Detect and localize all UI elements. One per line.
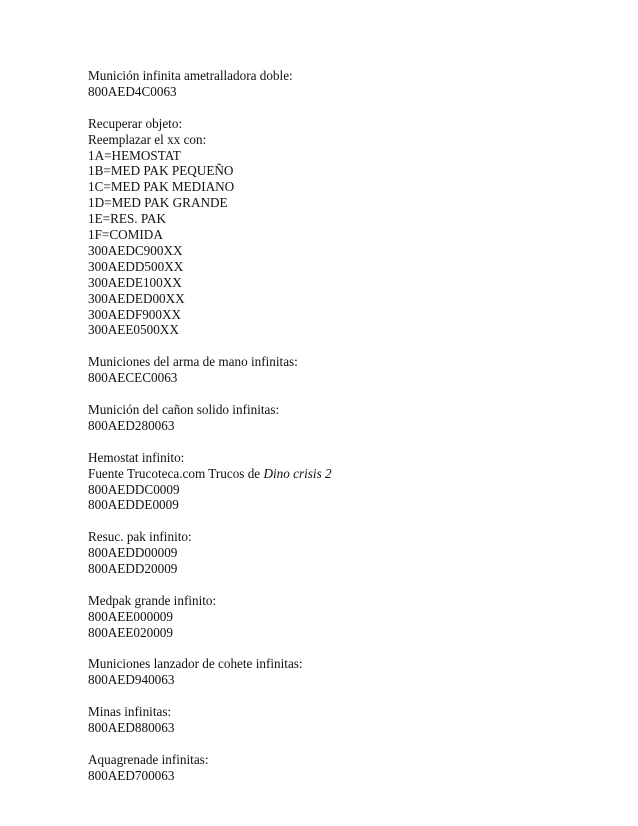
cheat-block-hemostat [88, 450, 608, 514]
cheat-title: Munición del cañon solido infinitas: [88, 401, 280, 417]
cheat-block-resuc-pak [88, 529, 608, 577]
cheat-block-canon-solido [88, 402, 608, 434]
item-option: 1D=MED PAK GRANDE [88, 195, 228, 211]
cheat-block-minas [88, 704, 608, 736]
cheat-code: 800AECEC0063 [88, 370, 178, 386]
cheat-code: 800AEDD20009 [88, 561, 178, 577]
cheat-code: 800AEE020009 [88, 624, 173, 640]
cheat-code: 300AEDE100XX [88, 274, 182, 290]
cheat-block-aquagrenade [88, 752, 608, 784]
cheat-code: 800AEDDC0009 [88, 481, 180, 497]
cheat-title: Medpak grande infinito: [88, 592, 217, 608]
cheat-code: 800AED700063 [88, 767, 175, 783]
cheat-code: 800AED280063 [88, 417, 175, 433]
cheat-block-ametralladora [88, 68, 608, 100]
document-page [88, 68, 608, 800]
item-option: 1F=COMIDA [88, 227, 163, 243]
cheat-code: 300AEDD500XX [88, 258, 184, 274]
source-prefix: Fuente Trucoteca.com Trucos de [88, 465, 264, 481]
cheat-title: Hemostat infinito: [88, 449, 185, 465]
cheat-title: Municiones lanzador de cohete infinitas: [88, 656, 303, 672]
cheat-code: 800AED880063 [88, 720, 175, 736]
item-option: 1C=MED PAK MEDIANO [88, 179, 235, 195]
cheat-title: Minas infinitas: [88, 704, 172, 720]
cheat-code: 800AEDDE0009 [88, 497, 179, 513]
cheat-title: Resuc. pak infinito: [88, 529, 192, 545]
cheat-title: Aquagrenade infinitas: [88, 751, 209, 767]
cheat-block-arma-de-mano [88, 354, 608, 386]
cheat-code: 800AEE000009 [88, 608, 173, 624]
cheat-title: Municiones del arma de mano infinitas: [88, 354, 298, 370]
cheat-block-recuperar-objeto [88, 116, 608, 339]
item-option: 1B=MED PAK PEQUEÑO [88, 163, 234, 179]
source-note [88, 466, 608, 482]
item-option: 1E=RES. PAK [88, 211, 167, 227]
cheat-code: 800AED940063 [88, 672, 175, 688]
cheat-code: 300AEE0500XX [88, 322, 179, 338]
cheat-title: Munición infinita ametralladora doble: [88, 68, 293, 83]
cheat-title: Recuperar objeto: [88, 115, 183, 131]
cheat-code: 800AED4C0063 [88, 83, 177, 99]
game-title: Dino crisis 2 [263, 465, 332, 481]
cheat-code: 300AEDED00XX [88, 290, 185, 306]
cheat-block-medpak-grande [88, 593, 608, 641]
cheat-instruction: Reemplazar el xx con: [88, 131, 207, 147]
cheat-code: 300AEDC900XX [88, 242, 183, 258]
cheat-block-lanzador-cohete [88, 656, 608, 688]
item-option: 1A=HEMOSTAT [88, 147, 181, 163]
cheat-code: 800AEDD00009 [88, 545, 178, 561]
cheat-code: 300AEDF900XX [88, 306, 182, 322]
